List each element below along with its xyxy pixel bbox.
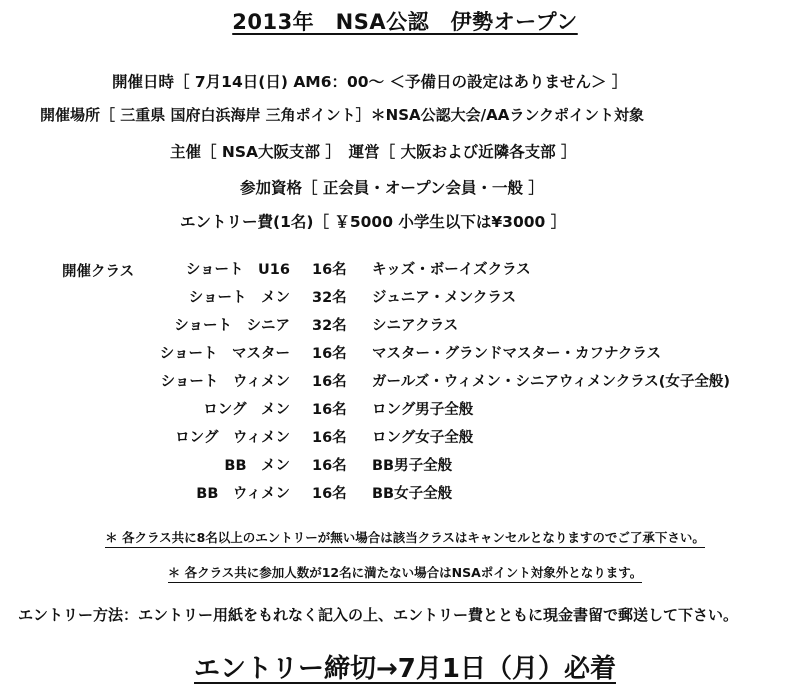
class-name: ショート ウィメン	[160, 374, 290, 390]
class-description: シニアクラス	[372, 318, 459, 334]
note-cancellation: ＊ 各クラス共に8名以上のエントリーが無い場合は該当クラスはキャンセルとなりますのでご了承下さい。	[0, 528, 810, 546]
class-description: ジュニア・メンクラス	[372, 290, 516, 306]
class-count: 32名	[312, 318, 347, 334]
class-count: 16名	[312, 402, 347, 418]
entry-method: エントリー方法：エントリー用紙をもれなく記入の上、エントリー費とともに現金書留で郵送して下さい。	[18, 606, 739, 624]
classes-label: 開催クラス	[62, 264, 135, 280]
class-description: ガールズ・ウィメン・シニアウィメンクラス(女子全般)	[372, 374, 731, 390]
class-count: 16名	[312, 346, 347, 362]
class-description: BB女子全般	[372, 486, 453, 502]
class-name: ショート シニア	[174, 318, 290, 334]
note-points: ＊ 各クラス共に参加人数が12名に満たない場合はNSAポイント対象外となります。	[0, 563, 810, 581]
class-count: 16名	[312, 374, 347, 390]
class-name: BB ウィメン	[196, 486, 290, 502]
event-date: 開催日時［ 7月14日(日) AM6：00～ ＜予備日の設定はありません＞ ］	[112, 73, 628, 91]
event-fee: エントリー費(1名)［ ￥5000 小学生以下は¥3000 ］	[180, 213, 567, 231]
class-description: キッズ・ボーイズクラス	[372, 262, 531, 278]
class-description: マスター・グランドマスター・カフナクラス	[372, 346, 661, 362]
event-venue: 開催場所［ 三重県 国府白浜海岸 三角ポイント］＊NSA公認大会/AAランクポイント対象	[40, 106, 645, 124]
entry-deadline: エントリー締切→7月1日（月）必着	[194, 654, 616, 684]
class-count: 16名	[312, 262, 347, 278]
class-name: ショート U16	[185, 262, 290, 278]
class-count: 16名	[312, 430, 347, 446]
event-organizer: 主催［ NSA大阪支部 ］ 運営［ 大阪および近隣各支部 ］	[170, 143, 577, 161]
class-description: ロング女子全般	[372, 430, 474, 446]
event-eligibility: 参加資格［ 正会員・オープン会員・一般 ］	[240, 179, 544, 197]
class-name: ショート メン	[188, 290, 290, 306]
page-title: 2013年 NSA公認 伊勢オープン	[232, 10, 578, 34]
class-count: 16名	[312, 458, 347, 474]
class-name: ロング ウィメン	[175, 430, 290, 446]
class-name: ロング メン	[203, 402, 290, 418]
class-count: 16名	[312, 486, 347, 502]
class-name: BB メン	[224, 458, 290, 474]
class-description: ロング男子全般	[372, 402, 474, 418]
class-name: ショート マスター	[159, 346, 290, 362]
class-count: 32名	[312, 290, 347, 306]
class-description: BB男子全般	[372, 458, 453, 474]
